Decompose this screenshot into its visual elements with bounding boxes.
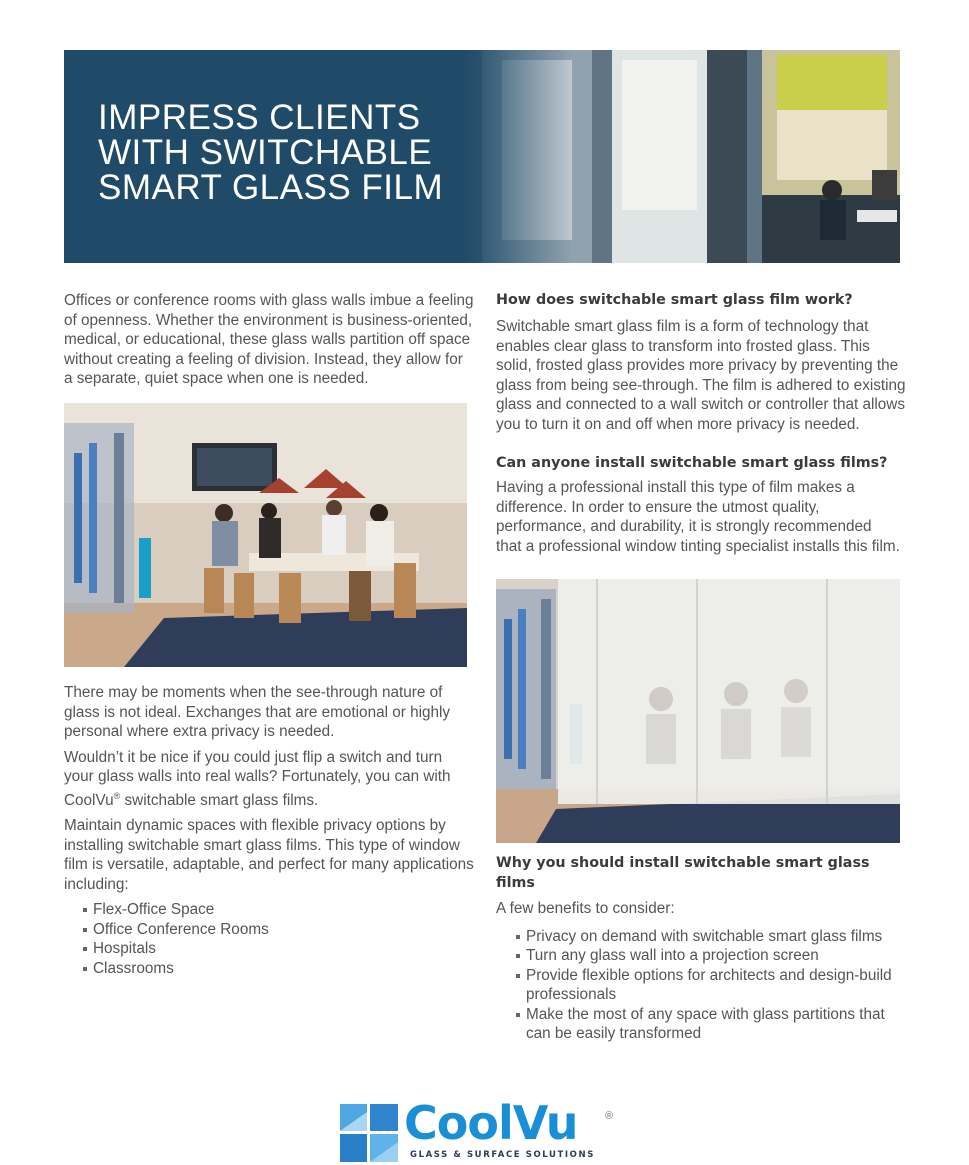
heading-why-install: Why you should install switchable smart glass films <box>496 855 870 891</box>
paragraph-dynamic-spaces: Maintain dynamic spaces with flexible privacy options by installing switchable smart glass films. This type of window film is versatile, adaptable, and perfect for many applications including: <box>64 817 474 893</box>
brand-registered-mark: ® <box>605 1110 614 1122</box>
heading-how-it-works: How does switchable smart glass film work? <box>496 292 853 308</box>
left-body-block <box>64 683 474 978</box>
brand-tagline: GLASS & SURFACE SOLUTIONS <box>410 1150 595 1160</box>
applications-list <box>83 900 474 978</box>
office-glass-wall-photo <box>462 50 900 263</box>
list-item: Classrooms <box>83 959 474 979</box>
title-line-1: IMPRESS CLIENTS <box>98 98 421 137</box>
paragraph-how-it-works: Switchable smart glass film is a form of technology that enables clear glass to transform into frosted glass. This solid, frosted glass provides more privacy by preventing the glass from being see-through. The film is adhered to existing glass and connected to a wall switch or controller that allows you to turn it on and off when more privacy is needed. <box>496 318 906 433</box>
list-item: Privacy on demand with switchable smart glass films <box>516 927 896 947</box>
benefits-list <box>516 927 896 1044</box>
conference-room-photo <box>64 403 467 667</box>
frosted-glass-room-photo <box>496 579 900 843</box>
page-title <box>98 100 443 205</box>
coolvu-logo <box>340 1096 630 1162</box>
intro-paragraph-block <box>64 291 474 389</box>
paragraph-benefits-intro: A few benefits to consider: <box>496 900 675 917</box>
paragraph-privacy-moments: There may be moments when the see-through nature of glass is not ideal. Exchanges that are emotional or highly personal where extra privacy is needed. <box>64 684 451 740</box>
title-line-2: WITH SWITCHABLE <box>98 133 433 172</box>
paragraph-flip-switch-text: Wouldn’t it be nice if you could just flip a switch and turn your glass walls into real walls? Fortunately, you can with CoolVu <box>64 748 451 809</box>
paragraph-flip-switch-end: switchable smart glass films. <box>120 791 319 809</box>
hero-banner <box>64 50 900 263</box>
window-pane-icon <box>340 1104 398 1162</box>
list-item: Office Conference Rooms <box>83 920 474 940</box>
brand-wordmark: CoolVu <box>404 1096 578 1150</box>
list-item: Turn any glass wall into a projection screen <box>516 946 896 966</box>
paragraph-who-installs: Having a professional install this type of film makes a difference. In order to ensure the utmost quality, performance, and durability, it is strongly recommended that a professional window tinting specialist installs this film. <box>496 479 900 555</box>
list-item: Hospitals <box>83 939 474 959</box>
list-item: Flex-Office Space <box>83 900 474 920</box>
paragraph-flip-switch <box>64 748 474 811</box>
intro-paragraph: Offices or conference rooms with glass walls imbue a feeling of openness. Whether the environment is business-oriented, medical, or educational, these glass walls partition off space without creating a feeling of division. Instead, they allow for a separate, quiet space when one is needed. <box>64 292 474 387</box>
registered-mark: ® <box>113 790 121 801</box>
title-line-3: SMART GLASS FILM <box>98 168 444 207</box>
list-item: Provide flexible options for architects and design-build professionals <box>516 966 896 1005</box>
benefits-block <box>496 853 906 1044</box>
heading-who-installs: Can anyone install switchable smart glass films? <box>496 455 888 471</box>
list-item: Make the most of any space with glass partitions that can be easily transformed <box>516 1005 896 1044</box>
right-body-block <box>496 290 906 556</box>
